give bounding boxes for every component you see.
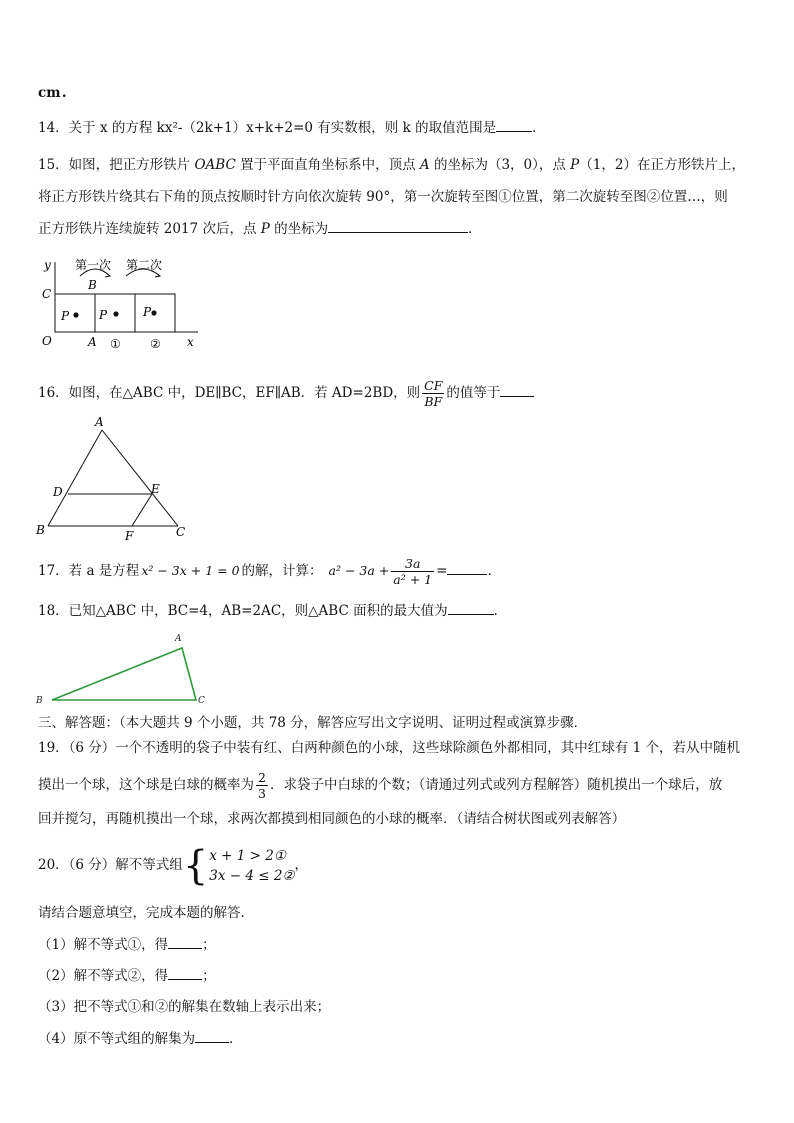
q20-step-1-text: （1）解不等式①，得 [38,937,169,953]
q20-step-4 [38,1030,243,1048]
question-19-line1: 19．（6 分）一个不透明的袋子中装有红、白两种颜色的小球，这些球除颜色外都相同，其中红球有 1 个，若从中随机 [38,740,740,756]
q20-inequality-1: x + 1 > 2① [209,847,286,864]
q14-text: 14．关于 x 的方程 kx²-（2k+1）x+k+2=0 有实数根，则 k 的取值范围是 [38,120,497,136]
q20-step-2-end: ； [202,968,216,984]
page-fragment-cm: cm . [38,85,67,101]
label-e: E [151,482,160,496]
q20-end: ， [294,857,309,873]
q20-step-2-blank[interactable] [168,967,202,980]
label-circle-1: ① [110,337,121,351]
q17-end: ． [487,563,501,579]
q16-text: 16．如图，在△ABC 中，DE∥BC，EF∥AB．若 AD=2BD，则 [38,385,421,401]
question-19-line2 [38,770,722,801]
label-a: A [95,415,104,429]
q17-denominator: a² + 1 [393,572,433,587]
triangle-abc [52,648,196,700]
q15-answer-blank[interactable] [328,220,468,233]
label-first-rotation: 第一次 [75,258,112,272]
label-second-rotation: 第二次 [126,258,163,272]
q20-step-4-text: （4）原不等式组的解集为 [38,1031,196,1047]
q17-mid: 的解，计算： [241,563,323,579]
q15-p: P [570,157,580,173]
q20-step-1 [38,936,216,954]
question-15-line1 [38,156,745,174]
label-c: C [198,696,205,706]
question-20 [38,844,308,888]
q14-end: ． [532,120,546,136]
q20-brace: { [182,842,209,889]
q20-step-2 [38,967,216,985]
label-c: C [42,287,52,301]
label-circle-2: ② [150,337,161,351]
label-b: B [36,696,43,706]
side-ac [102,430,178,526]
q16-end: 的值等于 [446,385,501,401]
q17-equals: = [436,563,448,579]
label-p-1: P [99,308,108,322]
question-18 [38,602,507,620]
label-x: x [187,335,194,349]
rotation-arrowhead-1 [105,273,110,277]
label-y: y [44,258,51,272]
q18-text: 18．已知△ABC 中，BC=4，AB=2AC，则△ABC 面积的最大值为 [38,603,448,619]
q20-pre: 20．（6 分）解不等式组 [38,857,183,873]
q15-oabc: OABC [194,157,236,173]
point-p-1 [113,311,118,316]
question-16 [38,378,534,409]
figure-15-rotating-square [30,252,205,352]
question-14 [38,119,546,137]
q19-text-a: 摸出一个球，这个球是白球的概率为 [38,777,254,793]
section-3-heading: 三、解答题：（本大题共 9 个小题，共 78 分，解答应写出文字说明、证明过程或演算步骤． [38,715,588,731]
q20-prompt: 请结合题意填空，完成本题的解答． [38,905,254,921]
q17-fraction [391,556,434,587]
q15-text-d: （1，2）在正方形铁片上， [579,157,745,173]
q17-pre: 17．若 a 是方程 [38,563,140,579]
q16-answer-blank[interactable] [500,384,534,397]
q20-step-1-end: ； [202,937,216,953]
q16-denominator: BF [424,394,443,409]
q17-answer-blank[interactable] [447,562,487,575]
q20-step-4-blank[interactable] [195,1030,229,1043]
q15-text-b: 置于平面直角坐标系中，顶点 [235,157,420,173]
question-17 [38,556,501,587]
figure-18-triangle [30,628,220,708]
q19-denominator: 3 [258,786,266,801]
label-c: C [176,525,186,539]
label-a: A [88,335,97,349]
q19-numerator: 2 [258,770,266,785]
question-19-line3: 回并搅匀，再随机摸出一个球，求两次都摸到相同颜色的小球的概率．（请结合树状图或列表解答） [38,811,626,827]
q20-step-3: （3）把不等式①和②的解集在数轴上表示出来； [38,999,331,1015]
q15-text-e: 正方形铁片连续旋转 2017 次后，点 [38,221,261,237]
label-o: O [42,334,52,348]
rotation-arrowhead-2 [155,273,160,277]
q15-p2: P [260,221,270,237]
q20-inequality-2: 3x − 4 ≤ 2② [209,867,295,884]
q20-step-4-end: ． [229,1031,243,1047]
label-p-2: P [143,305,152,319]
q18-answer-blank[interactable] [448,602,494,615]
q15-text-f: 的坐标为 [269,221,329,237]
q19-text-b: ．求袋子中白球的个数；（请通过列式或列方程解答）随机摸出一个球后，放 [269,777,723,793]
q20-inequality-system [209,846,294,886]
question-15-line2: 将正方形铁片绕其右下角的顶点按顺时针方向依次旋转 90°，第一次旋转至图①位置，第二次旋转至图②位置…，则 [38,189,728,205]
q17-equation: x² − 3x + 1 = 0 [141,563,240,578]
point-p-original [73,312,78,317]
figure-16-triangle [30,412,200,542]
segment-ef [132,494,152,526]
q15-text-a: 15．如图，把正方形铁片 [38,157,195,173]
label-d: D [53,485,63,499]
q20-step-1-blank[interactable] [168,936,202,949]
q16-fraction [422,378,444,409]
label-f: F [125,529,134,542]
q15-end: ． [468,221,482,237]
label-p-original: P [61,309,70,323]
q17-numerator: 3a [391,556,434,572]
q19-fraction [256,770,268,801]
q17-expression: a² − 3a + [328,563,390,578]
label-b: B [36,523,45,537]
q14-answer-blank[interactable] [496,119,532,132]
q18-end: ． [493,603,508,619]
q15-text-c: 的坐标为（3，0），点 [429,157,571,173]
q16-numerator: CF [424,378,443,393]
q15-a: A [419,157,430,173]
point-p-2 [151,310,156,315]
label-b: B [88,278,97,292]
question-15-line3 [38,220,482,238]
side-ab [48,430,102,526]
label-a: A [175,634,182,644]
q20-step-2-text: （2）解不等式②，得 [38,968,169,984]
